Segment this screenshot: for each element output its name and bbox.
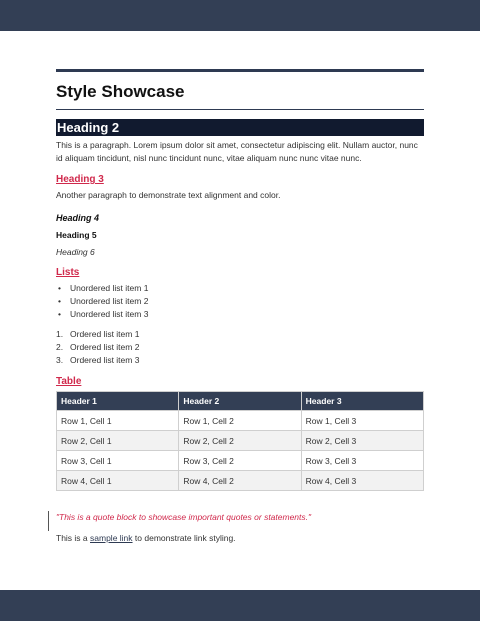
title-rule-bottom — [56, 109, 424, 110]
table-heading: Table — [56, 376, 82, 387]
bottom-band — [0, 590, 480, 621]
unordered-list — [56, 282, 424, 321]
list-item-text: Ordered list item 2 — [70, 342, 140, 352]
quote-block — [48, 511, 424, 531]
ordered-list — [56, 328, 424, 367]
table-cell: Row 2, Cell 1 — [57, 431, 179, 451]
list-number: 1. — [56, 329, 64, 339]
table-cell: Row 4, Cell 1 — [57, 471, 179, 491]
table-cell: Row 2, Cell 3 — [301, 431, 423, 451]
table-header-cell: Header 3 — [301, 392, 423, 411]
data-table — [56, 391, 424, 491]
quote-bar — [48, 511, 49, 531]
link-paragraph — [56, 532, 424, 545]
top-band — [0, 0, 480, 31]
table-cell: Row 3, Cell 2 — [179, 451, 301, 471]
list-item — [56, 354, 424, 367]
table-cell: Row 4, Cell 2 — [179, 471, 301, 491]
table-cell: Row 1, Cell 1 — [57, 411, 179, 431]
table-cell: Row 1, Cell 2 — [179, 411, 301, 431]
table-row — [57, 471, 424, 491]
heading-6: Heading 6 — [56, 247, 95, 257]
list-item — [56, 341, 424, 354]
list-number: 2. — [56, 342, 64, 352]
list-number: 3. — [56, 355, 64, 365]
table-cell: Row 1, Cell 3 — [301, 411, 423, 431]
table-row — [57, 431, 424, 451]
heading-5: Heading 5 — [56, 230, 97, 240]
paragraph-1: This is a paragraph. Lorem ipsum dolor sit amet, consectetur adipiscing elit. Nullam auctor, nunc id aliquam tincidunt, nisl nunc tincidunt nunc, vitae aliquam nunc nunc vitae nunc. — [56, 140, 418, 163]
table-cell: Row 4, Cell 3 — [301, 471, 423, 491]
table-row — [57, 451, 424, 471]
link-prefix: This is a — [56, 533, 91, 543]
table-header-cell: Header 1 — [57, 392, 179, 411]
list-item — [56, 328, 424, 341]
heading-2: Heading 2 — [56, 119, 424, 136]
table-cell: Row 2, Cell 2 — [179, 431, 301, 451]
title-rule-top — [56, 69, 424, 72]
list-item: • Unordered list item 2 — [56, 295, 424, 308]
quote-text: "This is a quote block to showcase important quotes or statements." — [56, 512, 312, 522]
lists-heading: Lists — [56, 267, 80, 278]
table-cell: Row 3, Cell 1 — [57, 451, 179, 471]
paragraph-2: Another paragraph to demonstrate text alignment and color. — [56, 190, 281, 200]
list-item-text: Ordered list item 1 — [70, 329, 140, 339]
list-item: • Unordered list item 3 — [56, 308, 424, 321]
page-title: Style Showcase — [56, 82, 185, 101]
table-header-cell: Header 2 — [179, 392, 301, 411]
heading-4: Heading 4 — [56, 213, 100, 223]
table-cell: Row 3, Cell 3 — [301, 451, 423, 471]
link-suffix: to demonstrate link styling. — [132, 533, 236, 543]
heading-3: Heading 3 — [56, 174, 104, 185]
sample-link[interactable]: sample link — [90, 533, 133, 543]
document-page — [56, 69, 424, 545]
table-header-row — [57, 392, 424, 411]
table-row — [57, 411, 424, 431]
list-item: • Unordered list item 1 — [56, 282, 424, 295]
list-item-text: Ordered list item 3 — [70, 355, 140, 365]
